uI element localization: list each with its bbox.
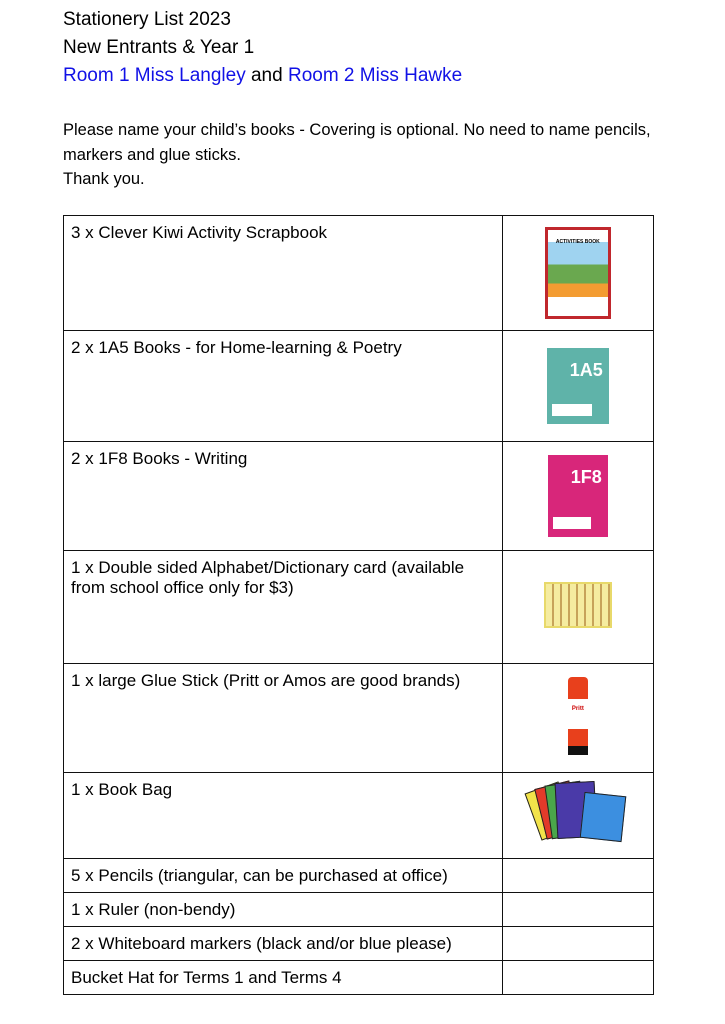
empty-cell xyxy=(502,859,653,893)
activity-book-icon xyxy=(545,227,611,319)
item-text: 2 x 1F8 Books - Writing xyxy=(64,442,503,551)
item-text: 1 x Double sided Alphabet/Dictionary card (available from school office only for $3) xyxy=(64,551,503,664)
empty-cell xyxy=(502,927,653,961)
glue-stick-label: Pritt xyxy=(568,699,588,729)
item-text: 5 x Pencils (triangular, can be purchased at office) xyxy=(64,859,503,893)
item-image-cell xyxy=(502,551,653,664)
item-image-cell xyxy=(502,773,653,859)
glue-stick-icon xyxy=(568,677,588,755)
exercise-book-1f8-icon xyxy=(548,455,608,537)
room1-link[interactable]: Room 1 Miss Langley xyxy=(63,65,246,86)
item-text: 2 x 1A5 Books - for Home-learning & Poetry xyxy=(64,331,503,442)
table-row xyxy=(64,773,654,859)
item-image-cell xyxy=(502,331,653,442)
item-text: 1 x Ruler (non-bendy) xyxy=(64,893,503,927)
item-text: 1 x large Glue Stick (Pritt or Amos are good brands) xyxy=(64,664,503,773)
table-row xyxy=(64,442,654,551)
item-text: 1 x Book Bag xyxy=(64,773,503,859)
table-row xyxy=(64,664,654,773)
rooms-joiner: and xyxy=(245,65,288,86)
intro-line2: Thank you. xyxy=(63,170,145,188)
empty-cell xyxy=(502,961,653,995)
book-bag-icon xyxy=(530,780,626,846)
page-title: Stationery List 2023 xyxy=(63,9,231,30)
table-row xyxy=(64,551,654,664)
intro-line1: Please name your child’s books - Covering is optional. No need to name pencils, markers and glue sticks. xyxy=(63,121,651,164)
stationery-table xyxy=(63,215,654,995)
book-1f8-label: 1F8 xyxy=(570,467,602,487)
item-text: Bucket Hat for Terms 1 and Terms 4 xyxy=(64,961,503,995)
table-row xyxy=(64,331,654,442)
item-image-cell xyxy=(502,664,653,773)
table-row xyxy=(64,216,654,331)
alphabet-card-icon xyxy=(544,582,612,628)
page-subtitle: New Entrants & Year 1 xyxy=(63,37,255,58)
intro-text xyxy=(63,118,683,192)
table-row xyxy=(64,927,654,961)
item-text: 3 x Clever Kiwi Activity Scrapbook xyxy=(64,216,503,331)
item-text: 2 x Whiteboard markers (black and/or blue please) xyxy=(64,927,503,961)
item-image-cell xyxy=(502,442,653,551)
table-row xyxy=(64,859,654,893)
rooms-line xyxy=(63,62,462,90)
activity-book-label: ACTIVITIES BOOK xyxy=(555,239,600,245)
exercise-book-1a5-icon xyxy=(547,348,609,424)
empty-cell xyxy=(502,893,653,927)
table-row xyxy=(64,893,654,927)
book-1a5-label: 1A5 xyxy=(569,360,603,380)
table-row xyxy=(64,961,654,995)
item-image-cell xyxy=(502,216,653,331)
room2-link[interactable]: Room 2 Miss Hawke xyxy=(287,65,463,86)
